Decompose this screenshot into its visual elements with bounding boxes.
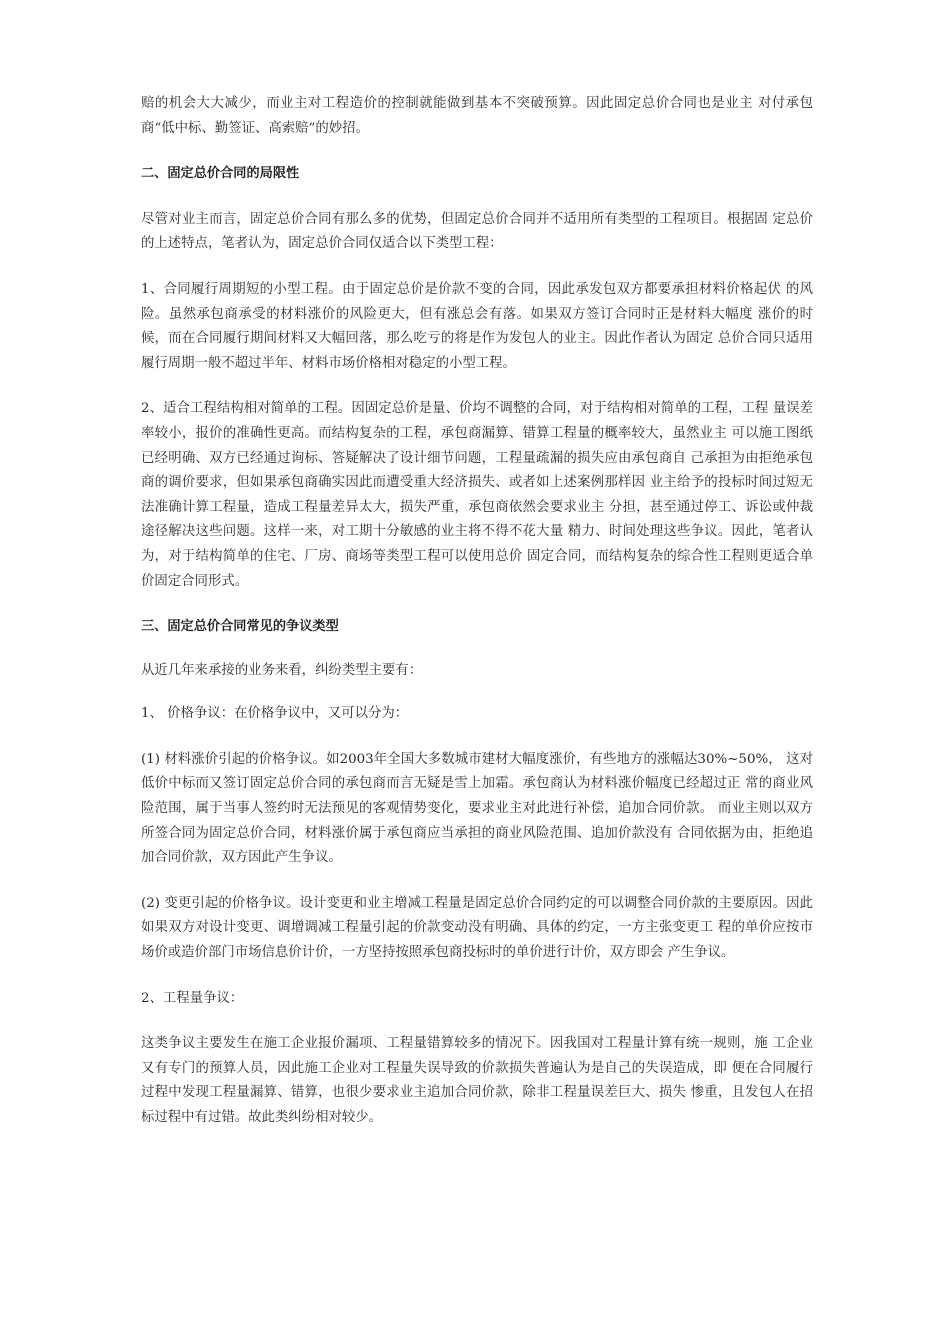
quantity-dispute-paragraph: 这类争议主要发生在施工企业报价漏项、工程量错算较多的情况下。因我国对工程量计算有统一规则，施 工企业又有专门的预算人员，因此施工企业对工程量失误导致的价款损失普遍认为是自己的失误造成，即 便在合同履行过程中发现工程量漏算、错算，也很少要求业主追加合同价款，除非工程量误差巨大、损失 惨重，且发包人在招标过程中有过错。故此类纠纷相对较少。: [141, 1036, 813, 1125]
dispute-types-intro: 从近几年来承接的业务来看，纠纷类型主要有：: [141, 662, 423, 678]
change-price-paragraph: (2) 变更引起的价格争议。设计变更和业主增减工程量是固定总价合同约定的可以调整合同价款的主要原因。因此如果双方对设计变更、调增调减工程量引起的价款变动没有明确、具体的约定，一方主张变更工 程的单价应按市场价或造价部门市场信息价计价，一方坚持按照承包商投标时的单价进行计价，双方即会 产生争议。: [141, 895, 813, 961]
section-3-heading: 三、固定总价合同常见的争议类型: [141, 619, 339, 635]
item-1-paragraph: 1、合同履行周期短的小型工程。由于固定总价是价款不变的合同，因此承发包双方都要承担材料价格起伏 的风险。虽然承包商承受的材料涨价的风险更大，但有涨总会有落。如果双方签订合同时正是材料大幅度 涨价的时候，而在合同履行期间材料又大幅回落，那么吃亏的将是作为发包人的业主。因此作者认为固定 总价合同只适用履行周期一般不超过半年、材料市场价格相对稳定的小型工程。: [141, 281, 813, 371]
document-page: [141, 92, 813, 1131]
price-dispute-heading: 1、 价格争议：在价格争议中，又可以分为：: [141, 706, 409, 722]
item-2-paragraph: 2、适合工程结构相对简单的工程。因固定总价是量、价均不调整的合同，对于结构相对简单的工程，工程 量误差率较小，报价的准确性更高。而结构复杂的工程，承包商漏算、错算工程量的概率较大，虽然业主 可以施工图纸已经明确、双方已经通过询标、答疑解决了设计细节问题，工程量疏漏的损失应由承包商自 己承担为由拒绝承包商的调价要求，但如果承包商确实因此而遭受重大经济损失、或者如上述案例那样因 业主给予的投标时间过短无法准确计算工程量，造成工程量差异太大，损失严重，承包商依然会要求业主 分担，甚至通过停工、诉讼或仲裁途径解决这些问题。这样一来，对工期十分敏感的业主将不得不花大量 精力、时间处理这些争议。因此，笔者认为，对于结构简单的住宅、厂房、商场等类型工程可以使用总价 固定合同，而结构复杂的综合性工程则更适合单价固定合同形式。: [141, 401, 813, 589]
section-2-heading: 二、固定总价合同的局限性: [141, 166, 300, 182]
quantity-dispute-heading: 2、工程量争议：: [141, 990, 244, 1006]
material-price-paragraph: (1) 材料涨价引起的价格争议。如2003年全国大多数城市建材大幅度涨价，有些地方的涨幅达30%~50%， 这对低价中标而又签订固定总价合同的承包商而言无疑是雪上加霜。承包商认为材料涨价幅度已经超过正 常的商业风险范围，属于当事人签约时无法预见的客观情势变化，要求业主对此进行补偿，追加合同价款。 而业主则以双方所签合同为固定总价合同，材料涨价属于承包商应当承担的商业风险范围、追加价款没有 合同依据为由，拒绝追加合同价款，双方因此产生争议。: [141, 751, 813, 866]
intro-paragraph: 赔的机会大大减少，而业主对工程造价的控制就能做到基本不突破预算。因此固定总价合同也是业主 对付承包商“低中标、勤签证、高索赔”的妙招。: [141, 96, 813, 136]
limitations-paragraph: 尽管对业主而言，固定总价合同有那么多的优势，但固定总价合同并不适用所有类型的工程项目。根据固 定总价的上述特点，笔者认为，固定总价合同仅适合以下类型工程：: [141, 211, 813, 252]
